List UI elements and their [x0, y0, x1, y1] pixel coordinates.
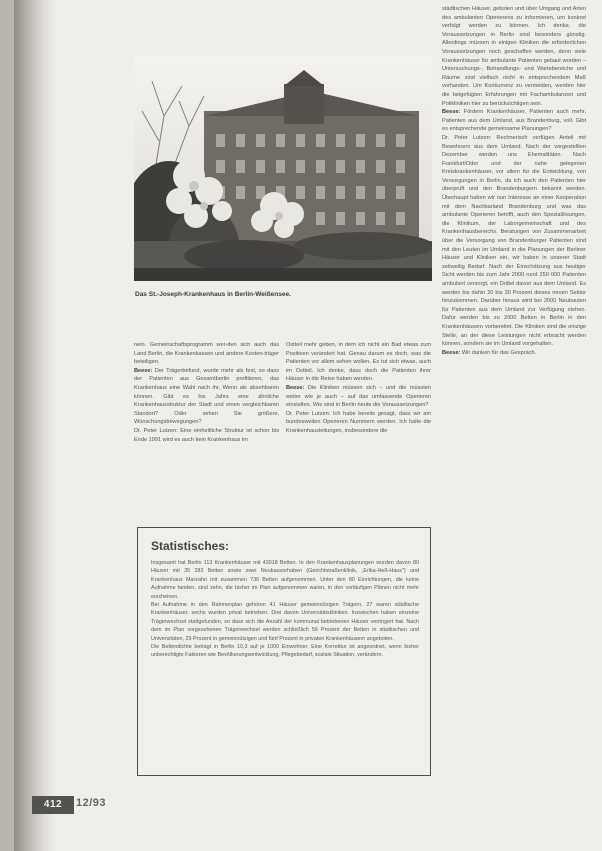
- statistics-text: [151, 559, 419, 660]
- article-column-1: [134, 341, 279, 529]
- statistics-title: Statistisches:: [151, 539, 230, 553]
- paragraph-text: Wir danken für das Gespräch.: [461, 349, 537, 356]
- paragraph-text: Fördern Krankenhäuser, Patienten auch mehr, Patienten aus dem Umland, aus Brandenburg, voll. Gibt es entsprechende gemeinsame Planungen?: [442, 109, 586, 133]
- statistics-paragraph: Bei Aufnahme in den Rahmenplan gehören 41 Häuser gemeinnützigen Trägern, 27 waren städtische Krankenhäuser, sechs wurden privat betrieben. Drei davon Universitätskliniken. Inzwischen haben einzelne Trägerwechsel stattgefunden, so dass sich die Anzahl der kommunal betriebenen Häuser verringert hat. Nach dem im Plan vorgesehenen Trägerwechsel werden schließlich 56 Prozent der Betten in städtischen und Universitäten, 29 Prozent in gemeinnützigen und fünf Prozent in privaten Krankenhäusern angeboten.: [151, 602, 419, 642]
- statistics-box: [137, 527, 431, 776]
- page-gutter-shadow: [14, 0, 56, 851]
- interview-question: [134, 367, 279, 427]
- magazine-page: [14, 0, 602, 851]
- paragraph-text: städtischen Häuser, geboten und über Umgang und Arten des ambulanten Operierens zu informieren, um konkret verfolgt werden zu können. Ich denke, die Voraussetzungen in Berlin sind besonders günstig. Allerdings müssen in einigen Kliniken die erforderlichen Voraussetzungen noch geschaffen werden, denn viele Krankenhäuser für ambulante Patienten gebaut worden – Untersuchungs-, Behandlungs- und Wartebereiche und Räume sind vielfach nicht in entsprechendem Maß vorhanden. Um Konkurrenz zu vermeiden, werden hier die beigefügten Erfahrungen mit Fachambulanzen und Polikliniken hier zu berücksichtigen sein.: [442, 6, 586, 107]
- question-lead: Beese:: [286, 384, 308, 391]
- question-lead: Beese:: [442, 109, 464, 116]
- interview-question: [442, 349, 586, 358]
- article-paragraph: [442, 5, 586, 108]
- paragraph-text: Dr. Peter Lutzen: Rechnerisch verfügen Anteil mit Bewohnern aus dem Umland. Nach der vorgestellten Dezember werden uns Ehemalitäten. Nach Frankfurt/Oder und der nahe gelegenen Kreiskrankenhäuser, vor allem für die Entwicklung, von Versorgungen in Berlin, da ich auch den Patienten hier überprüft und den Brandenburgern bekannt werden. Überhaupt haben wir nun Interesse an einer Kooperation mit dem Nachbarland Brandenburg und was das ambulante Operieren betrifft, auch den Speziallösungen, die Klinikum, der Laborgemeinschaft und des Krankenhausbereichs. Beratungen von Zusammenarbeit über die Versorgung von Brandenburger Patienten sind mit den Leuten im Umland in die Planungen der Berliner Häuser und Kliniken ein, wir haben in unserer Stadt zeitweilig Bedarf. Nach der Einschätzung aus heutiger Sicht werden bis zum Jahr 2000 rund 250 000 Patienten ambulant versorgt, ein Drittel davon aus dem Umland. Es werden bis dahin 20 bis 30 Prozent dieses neuen Sektor hinzukommen. Darüber hinaus wird bei 2000 Neubauten für Patienten aus dem Umland zur Verfügung stehen. Dafür werden bis zu 2000 Betten in Berlin in den Krankenhäusern vorbereitet. Die Kliniken sind die einzige Stelle, an der diese Leistungen nicht erbracht werden können, sondern sie im Umland vorgehalten.: [442, 134, 586, 348]
- statistics-paragraph: Insgesamt hat Berlin 113 Krankenhäuser mit 43018 Betten. In den Krankenhausplanungen wurden davon 80 Häuser mit 35 283 Betten sowie zwei Neubauvorhaben (Gerichtstraßenklinik, „Erika-Heß-Haus") und Krankenhaus Marzahn mit zusammen 730 Betten aufgenommen. Unter den 80 Einrichtungen, die keine Aufnahme fanden, sind zehn, die bisher im Plan aufgenommen waren, in den vorläufigen Plänen nicht mehr erscheinen.: [151, 560, 419, 600]
- interview-question: [442, 108, 586, 134]
- issue-label: 12/93: [76, 797, 107, 809]
- paragraph-text: Der Trägerbefund, wurde mehr als fest, so dass der Patienten aus Gesamtberlin profitieren, das Krankenhaus eine Wahl nach ihr, Wenn als absehbaren können. Gibt es bis Jahrs eine ähnliche Krankenhausstruktur der Stadt und einen vergleichbaren Standort? Oder sehen Sie größere, Wünschungsbewegungen?: [134, 367, 279, 426]
- statistics-paragraph: Die Bettendichte beträgt in Berlin 10,3 auf je 1000 Einwohner. Eine Korrektur ist angeordnet, wenn bisher unberechtigte Faktoren wie Bevölkerungsentwicklung, Pflegebedarf, soziale Situation, verändern.: [151, 644, 419, 659]
- article-column-2: [286, 341, 431, 529]
- paragraph-text: Die Kliniken müssen sich – und die müssten weiter wie je auch – auf das umfassende Operieren einstellen. Wie sind in Berlin heute die Voraussetzungen?: [286, 384, 431, 409]
- page-number: 412: [32, 796, 74, 814]
- article-paragraph: [442, 134, 586, 349]
- article-paragraph: [134, 427, 279, 444]
- photo-caption: Das St.-Joseph-Krankenhaus in Berlin-Weißensee.: [135, 291, 291, 298]
- hospital-photo: [134, 56, 432, 281]
- paragraph-text: nein. Gemeinschaftsprogramm wer-den sich auch das Land Berlin, die Krankenkassen und andere Kosten-träger beteiligen.: [134, 342, 279, 366]
- question-lead: Beese:: [134, 367, 155, 374]
- paragraph-text: Dr. Peter Lutzen: Eine einheitliche Struktur ist schon bis Ende 1991 wird es auch kein Krankenhaus im: [134, 427, 279, 443]
- paragraph-text: Dr. Peter Lutzen: Ich habe bereits gesagt, dass wir am bundesweiten Operieren Nummern werden. Ich halte die Krankenhausleitungen, insbesondere die: [286, 410, 431, 434]
- paragraph-text: Ostteil mehr geben, in dem ich nicht ein Bad etwas zum Positiven verändert hat. Genau darum es doch, was die Patienten vor allem sehen wollen. Es tut sich etwas, auch im Ostteil. Ich denke, dass doch die Patienten ihrer Häuser in die Reise haben werden.: [286, 342, 431, 383]
- interview-question: [286, 384, 431, 410]
- article-paragraph: [286, 410, 431, 436]
- question-lead: Beese:: [442, 349, 462, 356]
- article-paragraph: [134, 341, 279, 367]
- article-paragraph: [286, 341, 431, 384]
- article-column-3: [442, 5, 586, 695]
